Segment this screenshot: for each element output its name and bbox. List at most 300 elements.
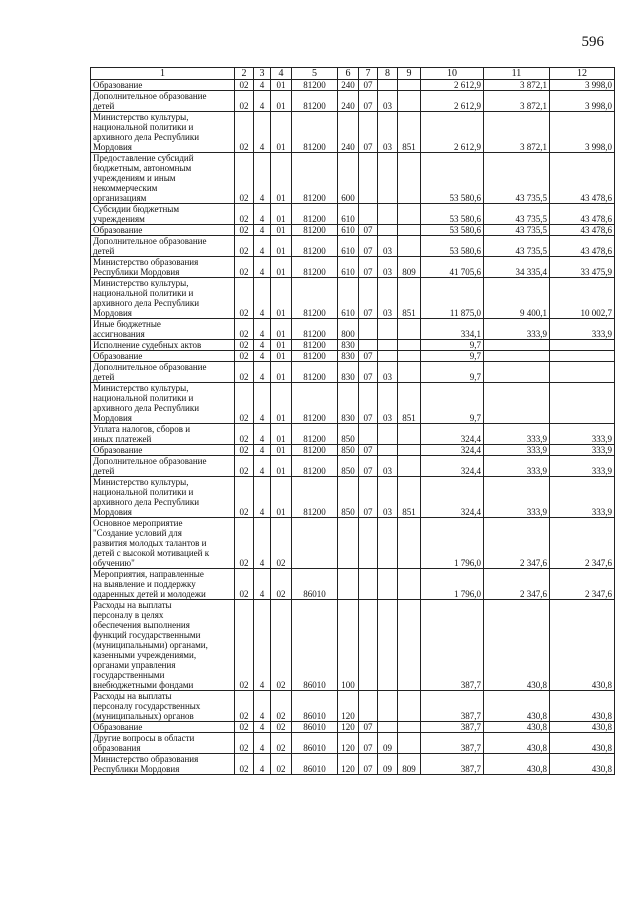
code-cell bbox=[378, 153, 398, 204]
code-cell bbox=[359, 600, 378, 691]
code-cell: 07 bbox=[359, 91, 378, 112]
column-header: 2 bbox=[235, 68, 254, 80]
code-cell: 610 bbox=[338, 225, 359, 236]
code-cell: 81200 bbox=[292, 351, 338, 362]
code-cell: 120 bbox=[338, 754, 359, 775]
table-row bbox=[91, 383, 615, 424]
code-cell bbox=[378, 518, 398, 569]
code-cell: 81200 bbox=[292, 445, 338, 456]
code-cell: 07 bbox=[359, 733, 378, 754]
row-name-cell bbox=[91, 91, 235, 112]
code-cell: 4 bbox=[254, 600, 271, 691]
amount-cell: 324,4 bbox=[421, 445, 484, 456]
code-cell: 02 bbox=[235, 424, 254, 445]
row-name-line: Образование bbox=[93, 225, 143, 235]
code-cell bbox=[398, 722, 421, 733]
row-name-cell bbox=[91, 754, 235, 775]
table-row bbox=[91, 362, 615, 383]
code-cell: 02 bbox=[235, 477, 254, 518]
code-cell: 02 bbox=[235, 722, 254, 733]
column-header: 7 bbox=[359, 68, 378, 80]
code-cell bbox=[378, 351, 398, 362]
code-cell: 81200 bbox=[292, 153, 338, 204]
amount-cell: 10 002,7 bbox=[550, 278, 615, 319]
code-cell: 02 bbox=[271, 691, 292, 722]
code-cell: 07 bbox=[359, 225, 378, 236]
row-name-line: учреждениям и иным bbox=[93, 173, 176, 183]
table-row bbox=[91, 477, 615, 518]
amount-cell: 333,9 bbox=[484, 445, 550, 456]
row-name-line: Исполнение судебных актов bbox=[93, 340, 202, 350]
row-name-cell bbox=[91, 204, 235, 225]
code-cell: 86010 bbox=[292, 600, 338, 691]
code-cell: 03 bbox=[378, 383, 398, 424]
amount-cell: 387,7 bbox=[421, 691, 484, 722]
code-cell: 120 bbox=[338, 691, 359, 722]
code-cell: 01 bbox=[271, 80, 292, 91]
amount-cell: 53 580,6 bbox=[421, 225, 484, 236]
code-cell: 86010 bbox=[292, 691, 338, 722]
amount-cell: 9,7 bbox=[421, 383, 484, 424]
code-cell bbox=[398, 351, 421, 362]
code-cell bbox=[378, 691, 398, 722]
code-cell bbox=[378, 445, 398, 456]
code-cell: 01 bbox=[271, 204, 292, 225]
table-body bbox=[91, 80, 615, 775]
amount-cell: 3 872,1 bbox=[484, 112, 550, 153]
code-cell: 07 bbox=[359, 456, 378, 477]
code-cell: 02 bbox=[235, 112, 254, 153]
amount-cell: 430,8 bbox=[550, 733, 615, 754]
amount-cell: 3 872,1 bbox=[484, 80, 550, 91]
row-name-line: развития молодых талантов и bbox=[93, 538, 207, 548]
row-name-line: бюджетным, автономным bbox=[93, 163, 192, 173]
row-name-line: Министерство образования bbox=[93, 257, 199, 267]
row-name-line: Образование bbox=[93, 722, 143, 732]
amount-cell: 333,9 bbox=[550, 477, 615, 518]
row-name-cell bbox=[91, 424, 235, 445]
amount-cell: 2 612,9 bbox=[421, 91, 484, 112]
code-cell: 4 bbox=[254, 257, 271, 278]
amount-cell: 41 705,6 bbox=[421, 257, 484, 278]
row-name-line: национальной политики и bbox=[93, 288, 194, 298]
code-cell: 81200 bbox=[292, 204, 338, 225]
row-name-line: архивного дела Республики bbox=[93, 403, 200, 413]
code-cell bbox=[338, 569, 359, 600]
row-name-line: Основное мероприятие bbox=[93, 518, 183, 528]
code-cell: 851 bbox=[398, 383, 421, 424]
row-name-line: Министерство культуры, bbox=[93, 477, 189, 487]
code-cell: 81200 bbox=[292, 424, 338, 445]
code-cell: 100 bbox=[338, 600, 359, 691]
amount-cell: 3 872,1 bbox=[484, 91, 550, 112]
row-name-cell bbox=[91, 153, 235, 204]
budget-table bbox=[90, 67, 615, 775]
amount-cell: 9,7 bbox=[421, 340, 484, 351]
code-cell: 01 bbox=[271, 91, 292, 112]
code-cell: 851 bbox=[398, 112, 421, 153]
code-cell: 4 bbox=[254, 112, 271, 153]
row-name-line: одаренных детей и молодежи bbox=[93, 589, 206, 599]
code-cell: 02 bbox=[235, 733, 254, 754]
code-cell bbox=[378, 80, 398, 91]
table-row bbox=[91, 204, 615, 225]
column-header: 6 bbox=[338, 68, 359, 80]
code-cell: 07 bbox=[359, 112, 378, 153]
amount-cell: 43 735,5 bbox=[484, 236, 550, 257]
row-name-line: архивного дела Республики bbox=[93, 497, 200, 507]
row-name-line: Мероприятия, направленные bbox=[93, 569, 204, 579]
amount-cell bbox=[550, 340, 615, 351]
code-cell: 01 bbox=[271, 340, 292, 351]
code-cell bbox=[359, 204, 378, 225]
code-cell: 809 bbox=[398, 754, 421, 775]
code-cell: 02 bbox=[271, 518, 292, 569]
amount-cell: 387,7 bbox=[421, 600, 484, 691]
code-cell: 07 bbox=[359, 257, 378, 278]
row-name-line: Дополнительное образование bbox=[93, 91, 207, 101]
code-cell: 81200 bbox=[292, 383, 338, 424]
row-name-line: Мордовия bbox=[93, 142, 132, 152]
code-cell: 03 bbox=[378, 456, 398, 477]
amount-cell bbox=[550, 362, 615, 383]
row-name-cell bbox=[91, 691, 235, 722]
code-cell: 02 bbox=[235, 236, 254, 257]
code-cell: 800 bbox=[338, 319, 359, 340]
code-cell bbox=[398, 600, 421, 691]
code-cell: 4 bbox=[254, 91, 271, 112]
table-row bbox=[91, 278, 615, 319]
table-row bbox=[91, 257, 615, 278]
code-cell: 850 bbox=[338, 456, 359, 477]
code-cell: 07 bbox=[359, 477, 378, 518]
code-cell: 81200 bbox=[292, 456, 338, 477]
code-cell: 02 bbox=[235, 569, 254, 600]
code-cell: 02 bbox=[271, 600, 292, 691]
code-cell: 07 bbox=[359, 236, 378, 257]
code-cell: 4 bbox=[254, 691, 271, 722]
code-cell: 4 bbox=[254, 236, 271, 257]
code-cell: 240 bbox=[338, 80, 359, 91]
code-cell: 610 bbox=[338, 278, 359, 319]
code-cell: 07 bbox=[359, 80, 378, 91]
code-cell: 01 bbox=[271, 424, 292, 445]
amount-cell bbox=[550, 351, 615, 362]
code-cell bbox=[398, 424, 421, 445]
code-cell: 02 bbox=[235, 518, 254, 569]
row-name-line: Министерство культуры, bbox=[93, 112, 189, 122]
code-cell: 02 bbox=[235, 91, 254, 112]
code-cell: 02 bbox=[235, 340, 254, 351]
amount-cell: 387,7 bbox=[421, 722, 484, 733]
row-name-line: Дополнительное образование bbox=[93, 236, 207, 246]
column-header: 3 bbox=[254, 68, 271, 80]
row-name-cell bbox=[91, 319, 235, 340]
row-name-line: некоммерческим bbox=[93, 183, 158, 193]
code-cell: 01 bbox=[271, 477, 292, 518]
code-cell bbox=[378, 204, 398, 225]
amount-cell: 43 735,5 bbox=[484, 204, 550, 225]
code-cell: 02 bbox=[235, 225, 254, 236]
code-cell: 4 bbox=[254, 754, 271, 775]
amount-cell: 2 612,9 bbox=[421, 112, 484, 153]
row-name-line: детей bbox=[93, 466, 115, 476]
code-cell: 4 bbox=[254, 351, 271, 362]
row-name-cell bbox=[91, 278, 235, 319]
code-cell bbox=[398, 518, 421, 569]
code-cell: 81200 bbox=[292, 80, 338, 91]
code-cell: 600 bbox=[338, 153, 359, 204]
code-cell bbox=[359, 518, 378, 569]
code-cell: 02 bbox=[235, 691, 254, 722]
amount-cell: 1 796,0 bbox=[421, 518, 484, 569]
code-cell: 86010 bbox=[292, 754, 338, 775]
code-cell: 4 bbox=[254, 319, 271, 340]
row-name-cell bbox=[91, 362, 235, 383]
row-name-cell bbox=[91, 340, 235, 351]
code-cell: 02 bbox=[271, 733, 292, 754]
column-header: 5 bbox=[292, 68, 338, 80]
code-cell: 03 bbox=[378, 236, 398, 257]
code-cell: 86010 bbox=[292, 569, 338, 600]
code-cell: 01 bbox=[271, 351, 292, 362]
code-cell: 03 bbox=[378, 257, 398, 278]
amount-cell: 3 998,0 bbox=[550, 80, 615, 91]
table-row bbox=[91, 424, 615, 445]
amount-cell: 3 998,0 bbox=[550, 112, 615, 153]
row-name-cell bbox=[91, 257, 235, 278]
amount-cell: 430,8 bbox=[484, 754, 550, 775]
amount-cell bbox=[484, 362, 550, 383]
code-cell: 01 bbox=[271, 278, 292, 319]
code-cell: 81200 bbox=[292, 340, 338, 351]
code-cell: 81200 bbox=[292, 257, 338, 278]
table-row bbox=[91, 225, 615, 236]
code-cell: 01 bbox=[271, 445, 292, 456]
table-row bbox=[91, 722, 615, 733]
code-cell: 240 bbox=[338, 112, 359, 153]
code-cell: 4 bbox=[254, 445, 271, 456]
amount-cell: 43 478,6 bbox=[550, 153, 615, 204]
code-cell: 02 bbox=[235, 456, 254, 477]
table-row bbox=[91, 153, 615, 204]
code-cell: 02 bbox=[235, 362, 254, 383]
code-cell: 02 bbox=[235, 80, 254, 91]
row-name-line: государственными bbox=[93, 670, 165, 680]
amount-cell: 430,8 bbox=[550, 754, 615, 775]
row-name-line: обучению" bbox=[93, 558, 135, 568]
column-header: 1 bbox=[91, 68, 235, 80]
code-cell bbox=[359, 691, 378, 722]
code-cell: 81200 bbox=[292, 319, 338, 340]
code-cell: 01 bbox=[271, 383, 292, 424]
header-row bbox=[91, 68, 615, 80]
row-name-line: ассигнования bbox=[93, 329, 145, 339]
row-name-line: (муниципальных) органов bbox=[93, 711, 194, 721]
code-cell: 830 bbox=[338, 362, 359, 383]
row-name-line: Мордовия bbox=[93, 413, 132, 423]
amount-cell: 324,4 bbox=[421, 424, 484, 445]
code-cell bbox=[338, 518, 359, 569]
code-cell bbox=[398, 691, 421, 722]
row-name-cell bbox=[91, 351, 235, 362]
code-cell: 81200 bbox=[292, 362, 338, 383]
column-header: 8 bbox=[378, 68, 398, 80]
code-cell: 07 bbox=[359, 351, 378, 362]
row-name-line: Образование bbox=[93, 80, 143, 90]
code-cell: 4 bbox=[254, 477, 271, 518]
amount-cell: 430,8 bbox=[550, 691, 615, 722]
code-cell: 4 bbox=[254, 153, 271, 204]
amount-cell: 43 478,6 bbox=[550, 204, 615, 225]
code-cell: 120 bbox=[338, 733, 359, 754]
row-name-line: Иные бюджетные bbox=[93, 319, 161, 329]
amount-cell bbox=[550, 383, 615, 424]
code-cell bbox=[378, 600, 398, 691]
code-cell: 02 bbox=[271, 754, 292, 775]
amount-cell: 43 735,5 bbox=[484, 153, 550, 204]
code-cell: 4 bbox=[254, 733, 271, 754]
code-cell: 850 bbox=[338, 424, 359, 445]
code-cell bbox=[359, 569, 378, 600]
code-cell: 86010 bbox=[292, 722, 338, 733]
row-name-cell bbox=[91, 112, 235, 153]
code-cell: 4 bbox=[254, 340, 271, 351]
row-name-line: на выявление и поддержку bbox=[93, 579, 196, 589]
row-name-cell bbox=[91, 236, 235, 257]
code-cell: 01 bbox=[271, 153, 292, 204]
code-cell: 02 bbox=[235, 754, 254, 775]
code-cell: 01 bbox=[271, 456, 292, 477]
row-name-cell bbox=[91, 383, 235, 424]
code-cell: 240 bbox=[338, 91, 359, 112]
code-cell: 03 bbox=[378, 278, 398, 319]
code-cell: 09 bbox=[378, 754, 398, 775]
row-name-cell bbox=[91, 456, 235, 477]
amount-cell: 324,4 bbox=[421, 456, 484, 477]
code-cell: 07 bbox=[359, 445, 378, 456]
code-cell: 07 bbox=[359, 722, 378, 733]
row-name-line: персоналу государственных bbox=[93, 701, 201, 711]
row-name-line: Республики Мордовия bbox=[93, 267, 180, 277]
row-name-cell bbox=[91, 477, 235, 518]
code-cell: 4 bbox=[254, 518, 271, 569]
code-cell bbox=[398, 733, 421, 754]
amount-cell: 430,8 bbox=[484, 722, 550, 733]
row-name-cell bbox=[91, 445, 235, 456]
code-cell bbox=[292, 518, 338, 569]
row-name-line: Дополнительное образование bbox=[93, 362, 207, 372]
code-cell: 850 bbox=[338, 477, 359, 518]
row-name-line: иных платежей bbox=[93, 434, 152, 444]
amount-cell: 33 475,9 bbox=[550, 257, 615, 278]
table-row bbox=[91, 754, 615, 775]
code-cell: 81200 bbox=[292, 112, 338, 153]
amount-cell: 2 347,6 bbox=[484, 569, 550, 600]
row-name-line: Образование bbox=[93, 351, 143, 361]
code-cell: 4 bbox=[254, 383, 271, 424]
amount-cell: 333,9 bbox=[550, 319, 615, 340]
amount-cell: 53 580,6 bbox=[421, 204, 484, 225]
table-row bbox=[91, 691, 615, 722]
amount-cell: 333,9 bbox=[550, 456, 615, 477]
code-cell bbox=[398, 153, 421, 204]
code-cell bbox=[359, 340, 378, 351]
table-row bbox=[91, 569, 615, 600]
amount-cell: 43 478,6 bbox=[550, 236, 615, 257]
code-cell: 02 bbox=[235, 351, 254, 362]
code-cell: 02 bbox=[271, 722, 292, 733]
row-name-line: Министерство образования bbox=[93, 754, 199, 764]
code-cell: 03 bbox=[378, 91, 398, 112]
row-name-cell bbox=[91, 518, 235, 569]
row-name-line: Образование bbox=[93, 445, 143, 455]
amount-cell: 333,9 bbox=[550, 445, 615, 456]
column-header: 4 bbox=[271, 68, 292, 80]
code-cell: 03 bbox=[378, 477, 398, 518]
code-cell: 03 bbox=[378, 362, 398, 383]
column-header: 11 bbox=[484, 68, 550, 80]
row-name-line: детей с высокой мотивацией к bbox=[93, 548, 210, 558]
row-name-line: (муниципальными) органами, bbox=[93, 640, 208, 650]
row-name-line: внебюджетными фондами bbox=[93, 680, 194, 690]
code-cell: 81200 bbox=[292, 225, 338, 236]
code-cell: 4 bbox=[254, 362, 271, 383]
row-name-cell bbox=[91, 722, 235, 733]
amount-cell: 3 998,0 bbox=[550, 91, 615, 112]
code-cell bbox=[359, 424, 378, 445]
code-cell: 03 bbox=[378, 112, 398, 153]
table-row bbox=[91, 112, 615, 153]
row-name-line: Министерство культуры, bbox=[93, 383, 189, 393]
amount-cell: 9,7 bbox=[421, 362, 484, 383]
amount-cell: 2 347,6 bbox=[484, 518, 550, 569]
code-cell: 850 bbox=[338, 445, 359, 456]
code-cell bbox=[398, 569, 421, 600]
row-name-line: архивного дела Республики bbox=[93, 298, 200, 308]
amount-cell: 430,8 bbox=[484, 691, 550, 722]
amount-cell bbox=[484, 340, 550, 351]
amount-cell: 9,7 bbox=[421, 351, 484, 362]
amount-cell: 333,9 bbox=[484, 456, 550, 477]
row-name-line: Расходы на выплаты bbox=[93, 600, 172, 610]
code-cell bbox=[378, 319, 398, 340]
code-cell bbox=[378, 569, 398, 600]
row-name-line: функций государственными bbox=[93, 630, 201, 640]
row-name-line: "Создание условий для bbox=[93, 528, 182, 538]
amount-cell: 2 612,9 bbox=[421, 80, 484, 91]
amount-cell: 387,7 bbox=[421, 754, 484, 775]
row-name-line: детей bbox=[93, 101, 115, 111]
code-cell: 4 bbox=[254, 722, 271, 733]
code-cell bbox=[398, 225, 421, 236]
code-cell bbox=[398, 236, 421, 257]
amount-cell: 430,8 bbox=[550, 722, 615, 733]
code-cell: 120 bbox=[338, 722, 359, 733]
table-row bbox=[91, 91, 615, 112]
code-cell: 02 bbox=[235, 278, 254, 319]
code-cell: 01 bbox=[271, 236, 292, 257]
row-name-line: детей bbox=[93, 372, 115, 382]
code-cell: 4 bbox=[254, 225, 271, 236]
amount-cell: 53 580,6 bbox=[421, 236, 484, 257]
code-cell: 809 bbox=[398, 257, 421, 278]
amount-cell: 53 580,6 bbox=[421, 153, 484, 204]
amount-cell: 43 735,5 bbox=[484, 225, 550, 236]
amount-cell bbox=[484, 383, 550, 424]
table-row bbox=[91, 518, 615, 569]
table-row bbox=[91, 456, 615, 477]
